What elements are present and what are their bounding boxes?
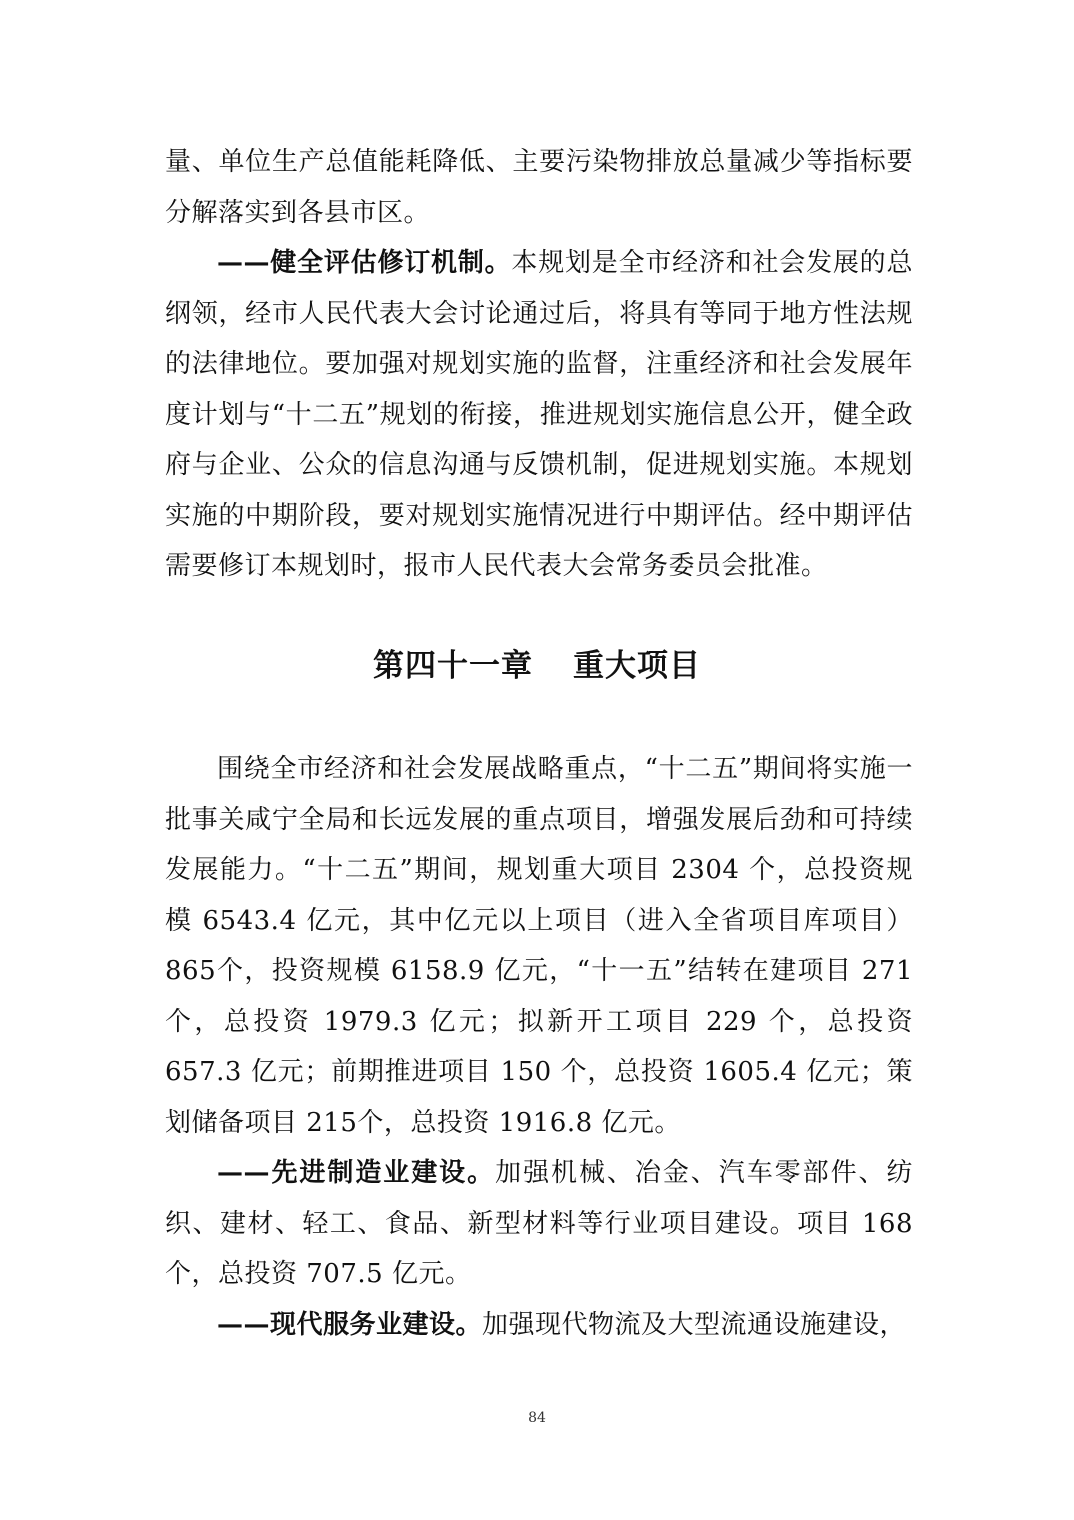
manufacturing-text: 加强机械、冶金、汽车零部件、纺织、建材、轻工、食品、新型材料等行业项目建设。项目 168 个，总投资 707.5 亿元。: [165, 1158, 913, 1289]
services-lead: ——现代服务业建设。: [217, 1309, 483, 1340]
page-number: 84: [528, 1410, 546, 1426]
chapter-heading: [0, 640, 1074, 692]
revision-mechanism-paragraph: [165, 238, 913, 592]
lower-text-block: [165, 744, 913, 1350]
upper-text-block: [165, 137, 913, 592]
services-text: 加强现代物流及大型流通设施建设，: [482, 1309, 907, 1340]
revision-mechanism-lead: ——健全评估修订机制。: [217, 248, 512, 278]
manufacturing-paragraph: [165, 1148, 913, 1300]
projects-intro-paragraph: [165, 744, 913, 1148]
manufacturing-lead: ——先进制造业建设。: [217, 1158, 496, 1188]
chapter-number: 第四十一章: [373, 648, 533, 684]
continuation-paragraph: [165, 137, 913, 238]
continuation-text: 量、单位生产总值能耗降低、主要污染物排放总量减少等指标要分解落实到各县市区。: [165, 147, 913, 228]
chapter-title: 重大项目: [573, 648, 701, 684]
projects-intro-text: 围绕全市经济和社会发展战略重点，“十二五”期间将实施一批事关咸宁全局和长远发展的重点项目，增强发展后劲和可持续发展能力。“十二五”期间，规划重大项目 2304 个，总投资规模 6543.4 亿元，其中亿元以上项目（进入全省项目库项目）865个，投资规模 6158.9 亿元，“十一五”结转在建项目 271 个，总投资 1979.3 亿元；拟新开工项目 229 个，总投资 657.3 亿元；前期推进项目 150 个，总投资 1605.4 亿元；策划储备项目 215个，总投资 1916.8 亿元。: [165, 754, 913, 1138]
revision-mechanism-text: 本规划是全市经济和社会发展的总纲领，经市人民代表大会讨论通过后，将具有等同于地方性法规的法律地位。要加强对规划实施的监督，注重经济和社会发展年度计划与“十二五”规划的衔接，推进规划实施信息公开，健全政府与企业、公众的信息沟通与反馈机制，促进规划实施。本规划实施的中期阶段，要对规划实施情况进行中期评估。经中期评估需要修订本规划时，报市人民代表大会常务委员会批准。: [165, 248, 913, 581]
services-paragraph: [165, 1300, 913, 1351]
